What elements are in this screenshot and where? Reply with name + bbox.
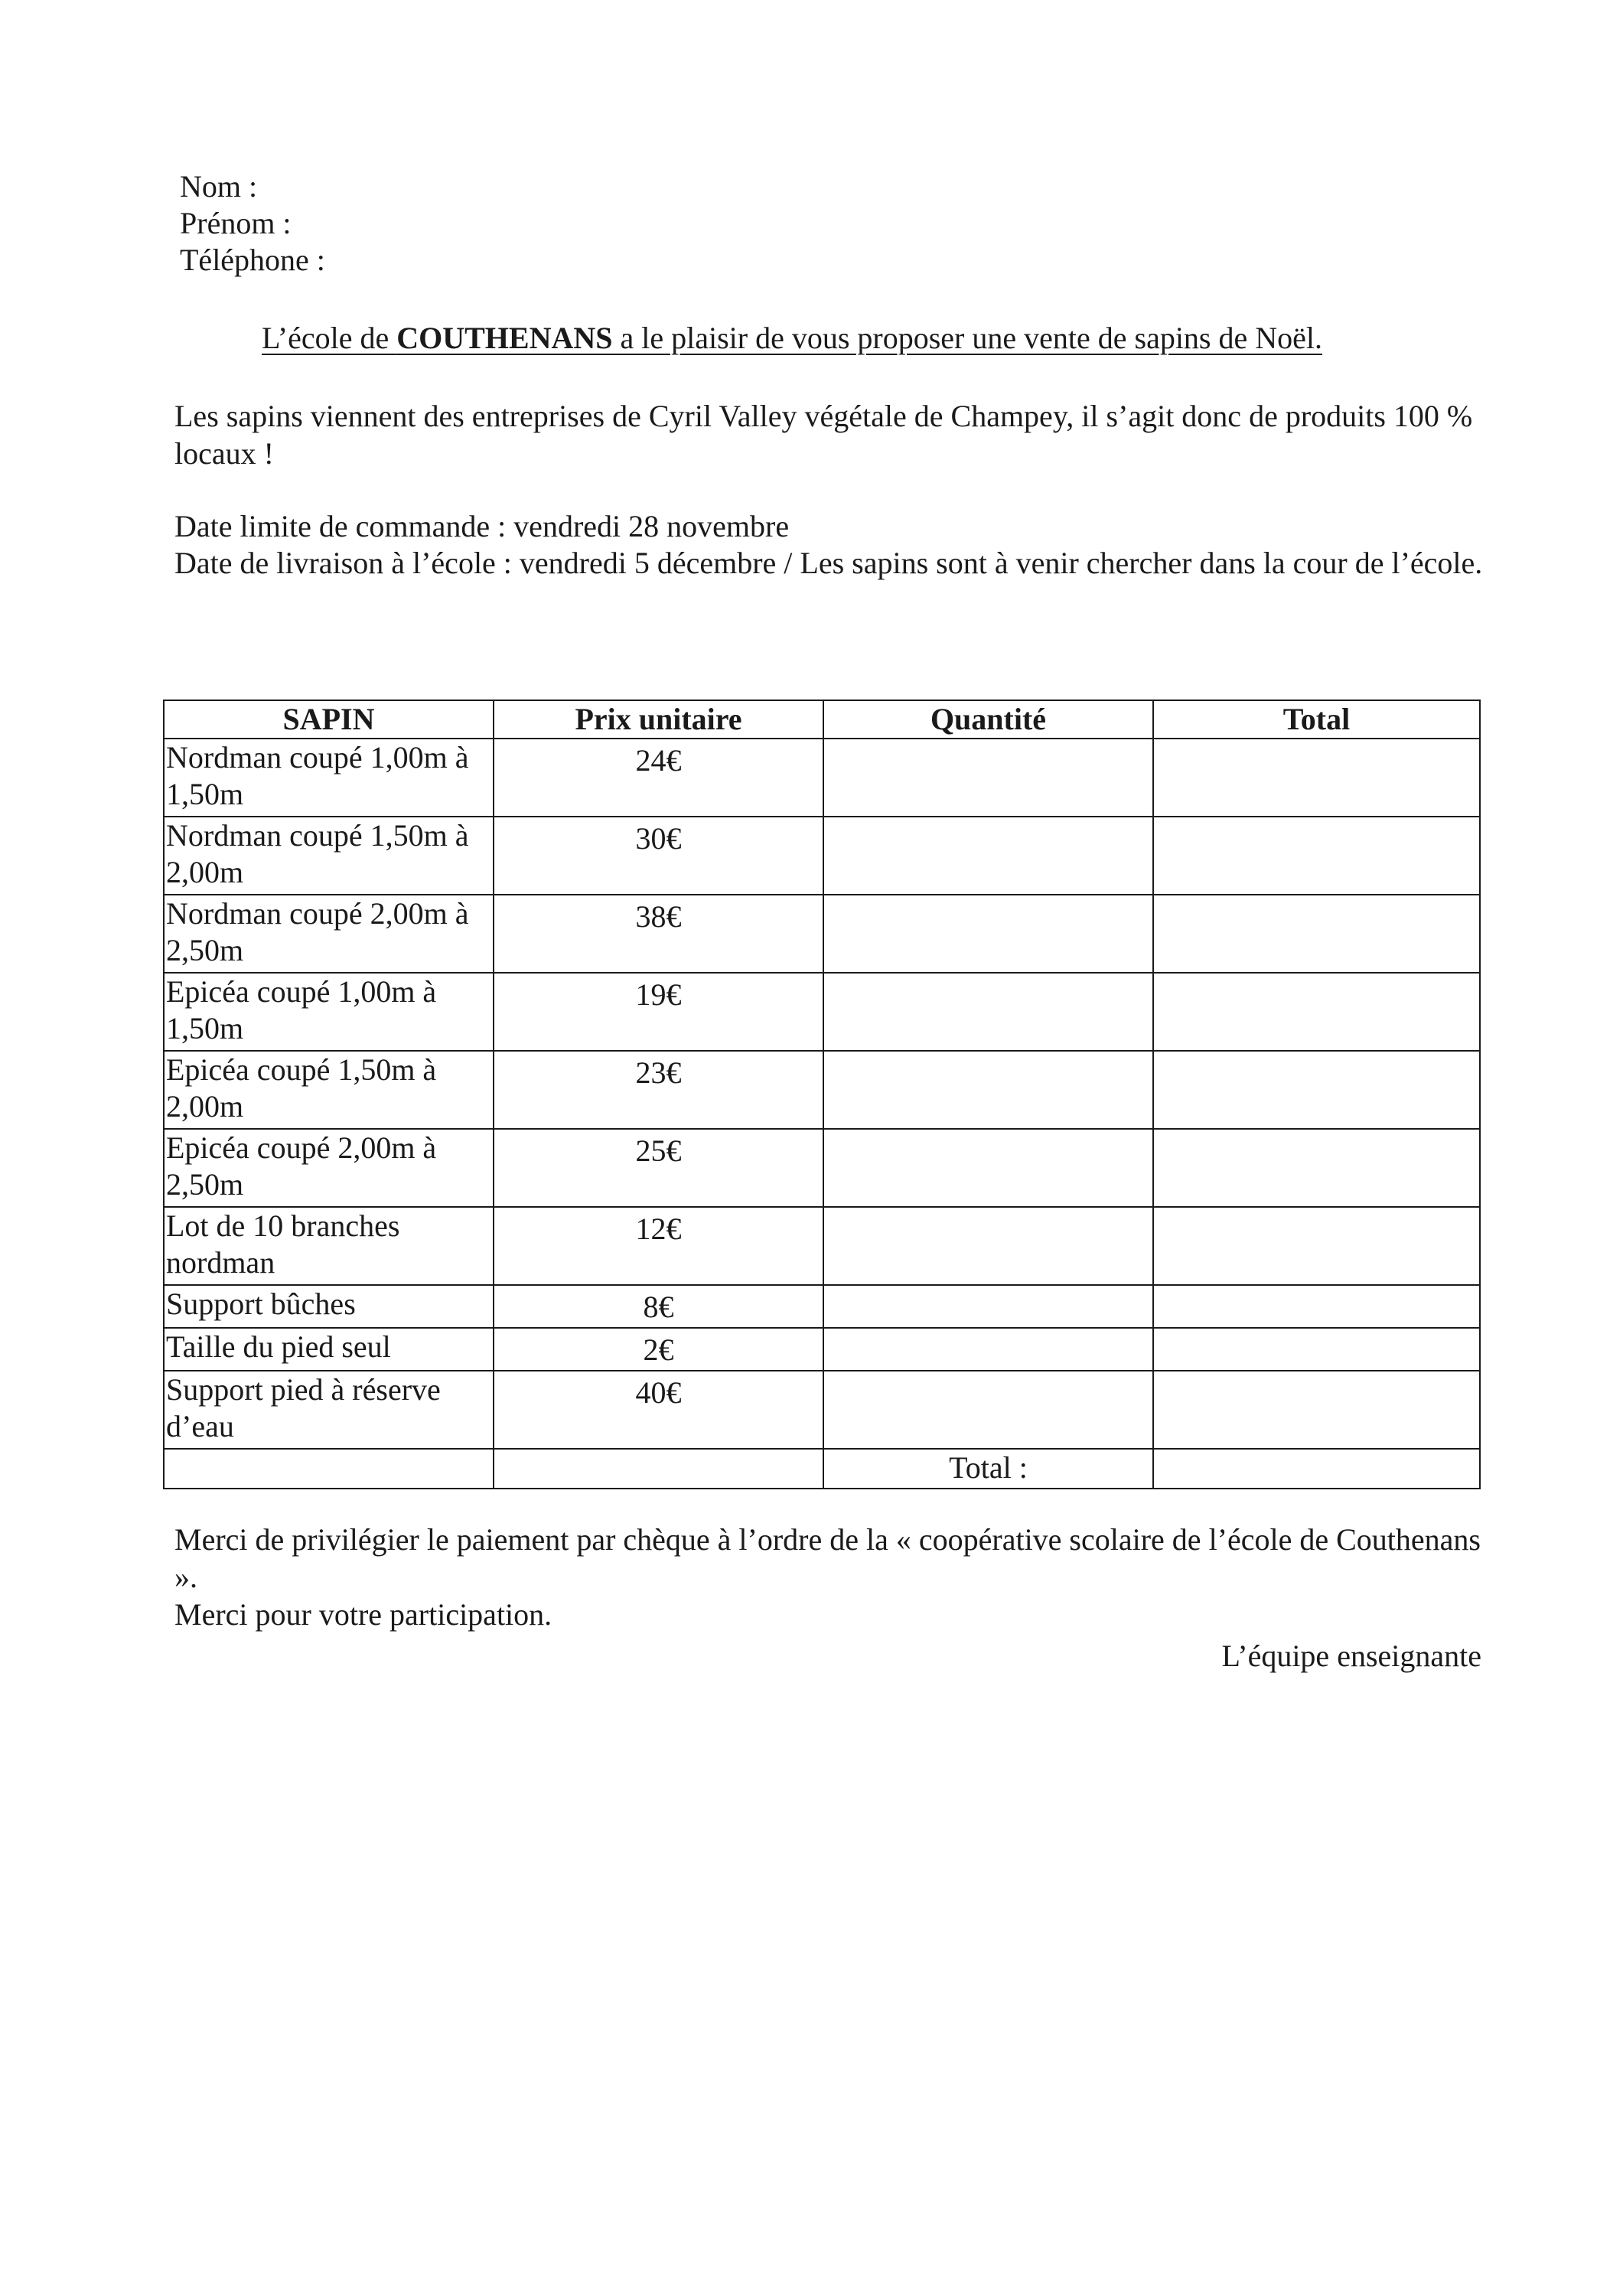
- table-row: [164, 1328, 1480, 1371]
- table-header-row: [164, 700, 1480, 739]
- total-cell[interactable]: [1153, 1285, 1480, 1328]
- item-price: 23€: [494, 1051, 823, 1129]
- item-price: 24€: [494, 739, 823, 817]
- table-row: [164, 973, 1480, 1051]
- delivery-text: Date de livraison à l’école : vendredi 5 décembre / Les sapins sont à venir chercher dans la cour de l’école.: [174, 546, 1483, 580]
- total-cell[interactable]: [1153, 1328, 1480, 1371]
- quantity-cell[interactable]: [823, 1371, 1153, 1449]
- empty-cell: [494, 1449, 823, 1489]
- table-row: [164, 895, 1480, 973]
- item-label: Epicéa coupé 1,50m à 2,00m: [164, 1051, 494, 1129]
- intro-after: a le plaisir de vous proposer une vente de sapins de Noël.: [612, 321, 1323, 355]
- total-cell[interactable]: [1153, 817, 1480, 895]
- quantity-cell[interactable]: [823, 1129, 1153, 1207]
- item-price: 2€: [494, 1328, 823, 1371]
- item-price: 25€: [494, 1129, 823, 1207]
- intro-before: L’école de: [262, 321, 397, 355]
- item-price: 40€: [494, 1371, 823, 1449]
- quantity-cell[interactable]: [823, 1328, 1153, 1371]
- intro-heading: [262, 320, 1322, 357]
- table-row: [164, 1285, 1480, 1328]
- table-row: [164, 1129, 1480, 1207]
- table-row: [164, 739, 1480, 817]
- quantity-cell[interactable]: [823, 739, 1153, 817]
- item-label: Nordman coupé 1,50m à 2,00m: [164, 817, 494, 895]
- table-row: [164, 817, 1480, 895]
- grand-total-label: Total :: [823, 1449, 1153, 1489]
- payment-text: Merci de privilégier le paiement par chèque à l’ordre de la « coopérative scolaire de l’école de Couthenans ».: [174, 1522, 1481, 1594]
- grand-total-cell[interactable]: [1153, 1449, 1480, 1489]
- quantity-cell[interactable]: [823, 973, 1153, 1051]
- item-price: 38€: [494, 895, 823, 973]
- table-row: [164, 1051, 1480, 1129]
- quantity-cell[interactable]: [823, 1207, 1153, 1285]
- item-label: Epicéa coupé 2,00m à 2,50m: [164, 1129, 494, 1207]
- item-price: 8€: [494, 1285, 823, 1328]
- signature: L’équipe enseignante: [1221, 1639, 1481, 1673]
- item-price: 30€: [494, 817, 823, 895]
- item-label: Support bûches: [164, 1285, 494, 1328]
- quantity-cell[interactable]: [823, 895, 1153, 973]
- table-total-row: [164, 1449, 1480, 1489]
- total-cell[interactable]: [1153, 1129, 1480, 1207]
- order-table: [163, 700, 1481, 1489]
- item-label: Nordman coupé 2,00m à 2,50m: [164, 895, 494, 973]
- total-cell[interactable]: [1153, 1051, 1480, 1129]
- item-label: Support pied à réserve d’eau: [164, 1371, 494, 1449]
- header-prix-unitaire: Prix unitaire: [494, 700, 823, 739]
- item-label: Epicéa coupé 1,00m à 1,50m: [164, 973, 494, 1051]
- item-price: 19€: [494, 973, 823, 1051]
- header-total: Total: [1153, 700, 1480, 739]
- total-cell[interactable]: [1153, 1371, 1480, 1449]
- table-row: [164, 1371, 1480, 1449]
- item-label: Lot de 10 branches nordman: [164, 1207, 494, 1285]
- prenom-label: Prénom :: [180, 206, 292, 240]
- total-cell[interactable]: [1153, 973, 1480, 1051]
- school-name: COUTHENANS: [396, 321, 613, 355]
- total-cell[interactable]: [1153, 739, 1480, 817]
- empty-cell: [164, 1449, 494, 1489]
- total-cell[interactable]: [1153, 1207, 1480, 1285]
- nom-label: Nom :: [180, 169, 258, 204]
- deadline-text: Date limite de commande : vendredi 28 novembre: [174, 509, 790, 543]
- table-row: [164, 1207, 1480, 1285]
- header-sapin: SAPIN: [164, 700, 494, 739]
- item-price: 12€: [494, 1207, 823, 1285]
- quantity-cell[interactable]: [823, 1285, 1153, 1328]
- telephone-label: Téléphone :: [180, 243, 325, 277]
- quantity-cell[interactable]: [823, 1051, 1153, 1129]
- item-label: Taille du pied seul: [164, 1328, 494, 1371]
- header-quantite: Quantité: [823, 700, 1153, 739]
- origin-paragraph: Les sapins viennent des entreprises de Cyril Valley végétale de Champey, il s’agit donc de produits 100 % locaux !: [174, 399, 1473, 471]
- quantity-cell[interactable]: [823, 817, 1153, 895]
- thanks-text: Merci pour votre participation.: [174, 1597, 552, 1632]
- item-label: Nordman coupé 1,00m à 1,50m: [164, 739, 494, 817]
- total-cell[interactable]: [1153, 895, 1480, 973]
